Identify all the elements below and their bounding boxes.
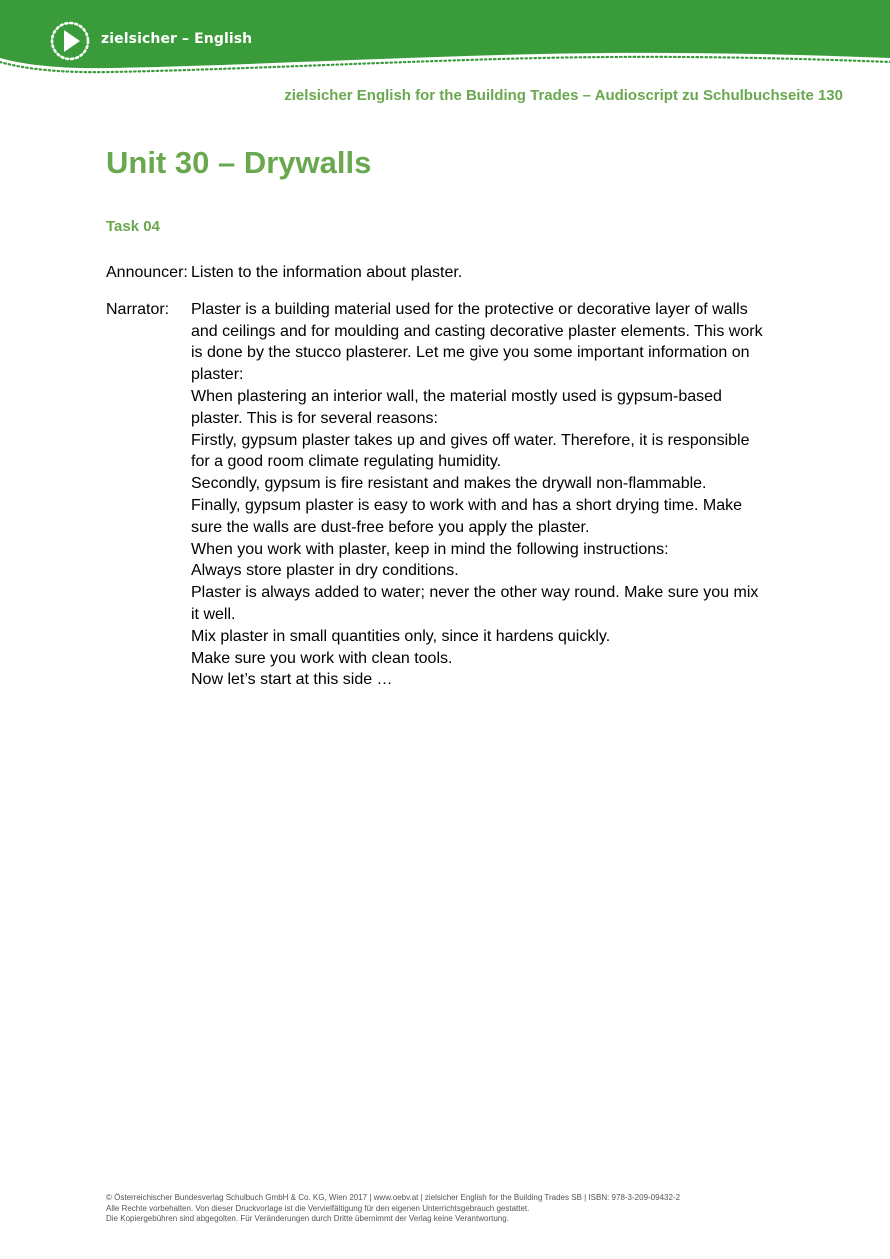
text-line: When you work with plaster, keep in mind the following instructions:: [191, 540, 669, 558]
text-line: is done by the stucco plasterer. Let me give you some important information on: [191, 344, 750, 362]
text-line: and ceilings and for moulding and casting decorative plaster elements. This work: [191, 322, 763, 340]
audioscript: [106, 262, 796, 706]
text-line: plaster. This is for several reasons:: [191, 409, 438, 427]
page-title: Unit 30 – Drywalls: [106, 145, 372, 180]
copyright-footer: [106, 1193, 680, 1225]
speech-text: [191, 262, 796, 284]
text-line: Finally, gypsum plaster is easy to work with and has a short drying time. Make: [191, 496, 743, 514]
text-line: Secondly, gypsum is fire resistant and makes the drywall non-flammable.: [191, 475, 707, 493]
footer-line: Alle Rechte vorbehalten. Von dieser Druckvorlage ist die Vervielfältigung für den eigenen Unterrichtsgebrauch gestattet.: [106, 1203, 530, 1213]
footer-line: © Österreichischer Bundesverlag Schulbuch GmbH & Co. KG, Wien 2017 | www.oebv.at | zielsicher English for the Building Trades SB | ISBN: 978-3-209-09432-2: [106, 1193, 681, 1202]
dialogue-turn-announcer: [106, 262, 796, 284]
text-line: for a good room climate regulating humidity.: [191, 453, 502, 471]
text-line: sure the walls are dust-free before you apply the plaster.: [191, 518, 590, 536]
text-line: Make sure you work with clean tools.: [191, 649, 453, 667]
header-banner: [0, 0, 890, 80]
text-line: it well.: [191, 605, 236, 623]
text-line: Plaster is always added to water; never the other way round. Make sure you mix: [191, 584, 759, 602]
text-line: Mix plaster in small quantities only, since it hardens quickly.: [191, 627, 611, 645]
text-line: plaster:: [191, 366, 244, 384]
footer-line: Die Kopiergebühren sind abgegolten. Für Veränderungen durch Dritte übernimmt der Verlag keine Verantwortung.: [106, 1214, 509, 1223]
text-line: Firstly, gypsum plaster takes up and gives off water. Therefore, it is responsible: [191, 431, 750, 449]
speech-text: [191, 299, 796, 691]
speaker-label: Narrator:: [106, 300, 170, 318]
running-header: zielsicher English for the Building Trades – Audioscript zu Schulbuchseite 130: [284, 87, 843, 104]
text-line: Always store plaster in dry conditions.: [191, 562, 459, 580]
text-line: Listen to the information about plaster.: [191, 264, 463, 281]
text-line: Now let’s start at this side …: [191, 671, 393, 689]
text-line: When plastering an interior wall, the material mostly used is gypsum-based: [191, 387, 722, 405]
text-line: Plaster is a building material used for the protective or decorative layer of walls: [191, 300, 748, 318]
speaker-label: Announcer:: [106, 264, 188, 281]
dialogue-turn-narrator: [106, 299, 796, 691]
brand-name: zielsicher – English: [101, 31, 253, 47]
task-label: Task 04: [106, 218, 160, 235]
